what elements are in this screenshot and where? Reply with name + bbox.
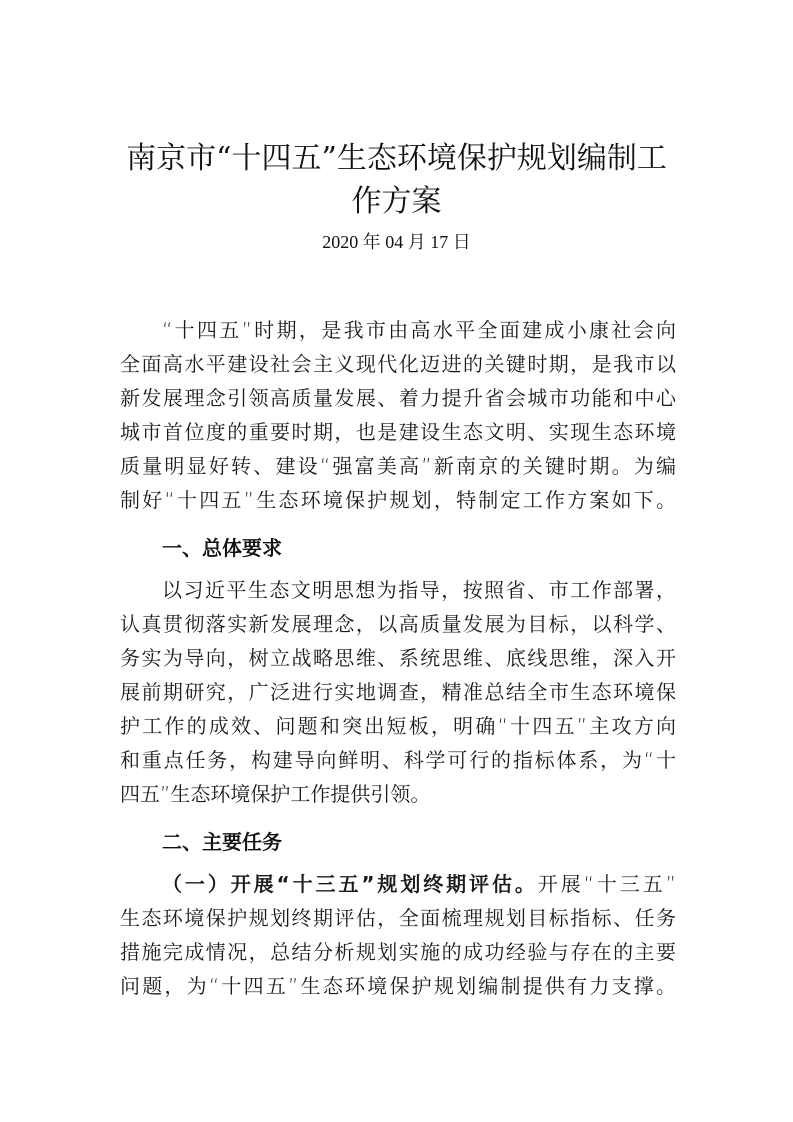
section1-line-2: 认真贯彻落实新发展理念，以高质量发展为目标，以科学、 [120,612,676,636]
intro-line-6: 制好“十四五”生态环境保护规划，特制定工作方案如下。 [120,488,676,512]
intro-line-1: “十四五”时期，是我市由高水平全面建成小康社会向 [162,318,676,342]
section1-line-6: 和重点任务，构建导向鲜明、科学可行的指标体系，为“十 [120,748,676,772]
subsection1-line-3: 措施完成情况，总结分析规划实施的成功经验与存在的主要 [120,940,676,964]
document-date: 2020 年 04 月 17 日 [322,232,471,252]
subsection-heading-final-evaluation: （一）开展“十三五”规划终期评估。 [162,872,538,896]
subsection1-line-4: 问题，为“十四五”生态环境保护规划编制提供有力支撑。 [120,974,676,998]
section-heading-general-requirements: 一、总体要求 [162,536,282,560]
intro-line-4: 城市首位度的重要时期，也是建设生态文明、实现生态环境 [120,420,676,444]
intro-line-2: 全面高水平建设社会主义现代化迈进的关键时期，是我市以 [120,352,676,376]
document-title-line-2: 作方案 [351,184,442,219]
section1-line-5: 护工作的成效、问题和突出短板，明确“十四五”主攻方向 [120,714,676,738]
section1-line-4: 展前期研究，广泛进行实地调查，精准总结全市生态环境保 [120,680,676,704]
section1-line-3: 务实为导向，树立战略思维、系统思维、底线思维，深入开 [120,646,676,670]
section1-line-1: 以习近平生态文明思想为指导，按照省、市工作部署， [162,578,676,602]
subsection1-line-1-rest: 开展“十三五” [537,872,676,896]
document-title-line-1: 南京市“十四五”生态环境保护规划编制工 [126,141,667,176]
section1-line-7: 四五”生态环境保护工作提供引领。 [120,782,431,806]
subsection1-line-1 [162,871,676,897]
intro-line-5: 质量明显好转、建设“强富美高”新南京的关键时期。为编 [120,454,676,478]
section-heading-main-tasks: 二、主要任务 [162,830,282,854]
intro-line-3: 新发展理念引领高质量发展、着力提升省会城市功能和中心 [120,386,676,410]
subsection1-line-2: 生态环境保护规划终期评估，全面梳理规划目标指标、任务 [120,906,676,930]
